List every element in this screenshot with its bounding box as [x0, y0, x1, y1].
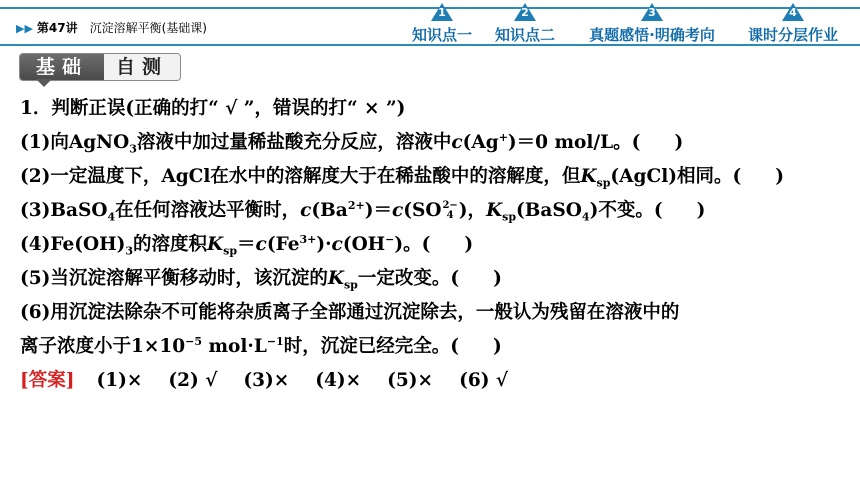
answer-1: (1)× [96, 370, 143, 391]
nav-number-badge: 4 [782, 3, 804, 21]
lesson-name: 沉淀溶解平衡(基础课) [89, 21, 207, 35]
top-bar [0, 0, 860, 46]
question-item-6-cont: 离子浓度小于$1\times 10^{-5}$ $mol\cdot L^{-1}$时，沉淀已经完全。( ) [20, 334, 502, 357]
section-badge [19, 53, 181, 81]
section-badge-right: 自测 [115, 56, 168, 78]
answer-6: (6) √ [459, 370, 509, 391]
nav-label: 真题感悟·明确考向 [589, 26, 715, 44]
lesson-title [16, 19, 207, 36]
nav-knowledge-1[interactable] [404, 3, 480, 45]
nav-label: 知识点二 [494, 26, 555, 44]
nav-number-badge: 3 [641, 3, 663, 21]
answer-2: (2) √ [168, 370, 218, 391]
nav-number-badge: 1 [431, 3, 453, 21]
question-title: 1．判断正误(正确的打“ √ ”，错误的打“ × ”) [20, 98, 406, 119]
section-badge-left: 基础 [20, 54, 104, 80]
question-content [20, 92, 850, 398]
answer-4: (4)× [315, 370, 362, 391]
nav-number-badge: 2 [514, 3, 536, 21]
nav-label: 知识点一 [411, 26, 472, 44]
nav-exam-review[interactable] [574, 3, 730, 45]
play-arrows-icon: ▶▶ [16, 22, 33, 35]
badge-pointer [36, 79, 52, 87]
question-item-2: (2)一定温度下，AgCl在水中的溶解度大于在稀盐酸中的溶解度，但$K_{sp}(AgCl)$相同。( ) [20, 166, 784, 190]
sulfate-charge: 2− 4 [442, 200, 458, 221]
answer-5: (5)× [387, 370, 434, 391]
question-item-3: (3)BaSO$_4$在任何溶液达平衡时，$c(Ba^{2+})=c(SO$ 2− 4 )，$K_{sp}(BaSO_4)$不变。( ) [20, 198, 706, 224]
answer-3: (3)× [243, 370, 290, 391]
lesson-number: 第47讲 [36, 21, 78, 35]
question-item-1: (1)向AgNO$_3$溶液中加过量稀盐酸充分反应，溶液中c(Ag+)＝0 mol/L。( ) [20, 130, 684, 156]
nav-label: 课时分层作业 [747, 26, 838, 44]
question-item-5: (5)当沉淀溶解平衡移动时，该沉淀的$K_{sp}$一定改变。( ) [20, 268, 502, 292]
nav-knowledge-2[interactable] [487, 3, 563, 45]
question-item-6: (6)用沉淀法除杂不可能将杂质离子全部通过沉淀除去，一般认为残留在溶液中的 [20, 302, 680, 323]
question-item-4: $(4)Fe(OH)_3$的溶度积$K_{sp}=c(Fe^{3+})\cdot c(OH^-)$。( ) [20, 232, 474, 258]
answer-line [20, 364, 850, 398]
answer-label: [答案] [20, 370, 75, 391]
nav-homework[interactable] [738, 3, 848, 45]
